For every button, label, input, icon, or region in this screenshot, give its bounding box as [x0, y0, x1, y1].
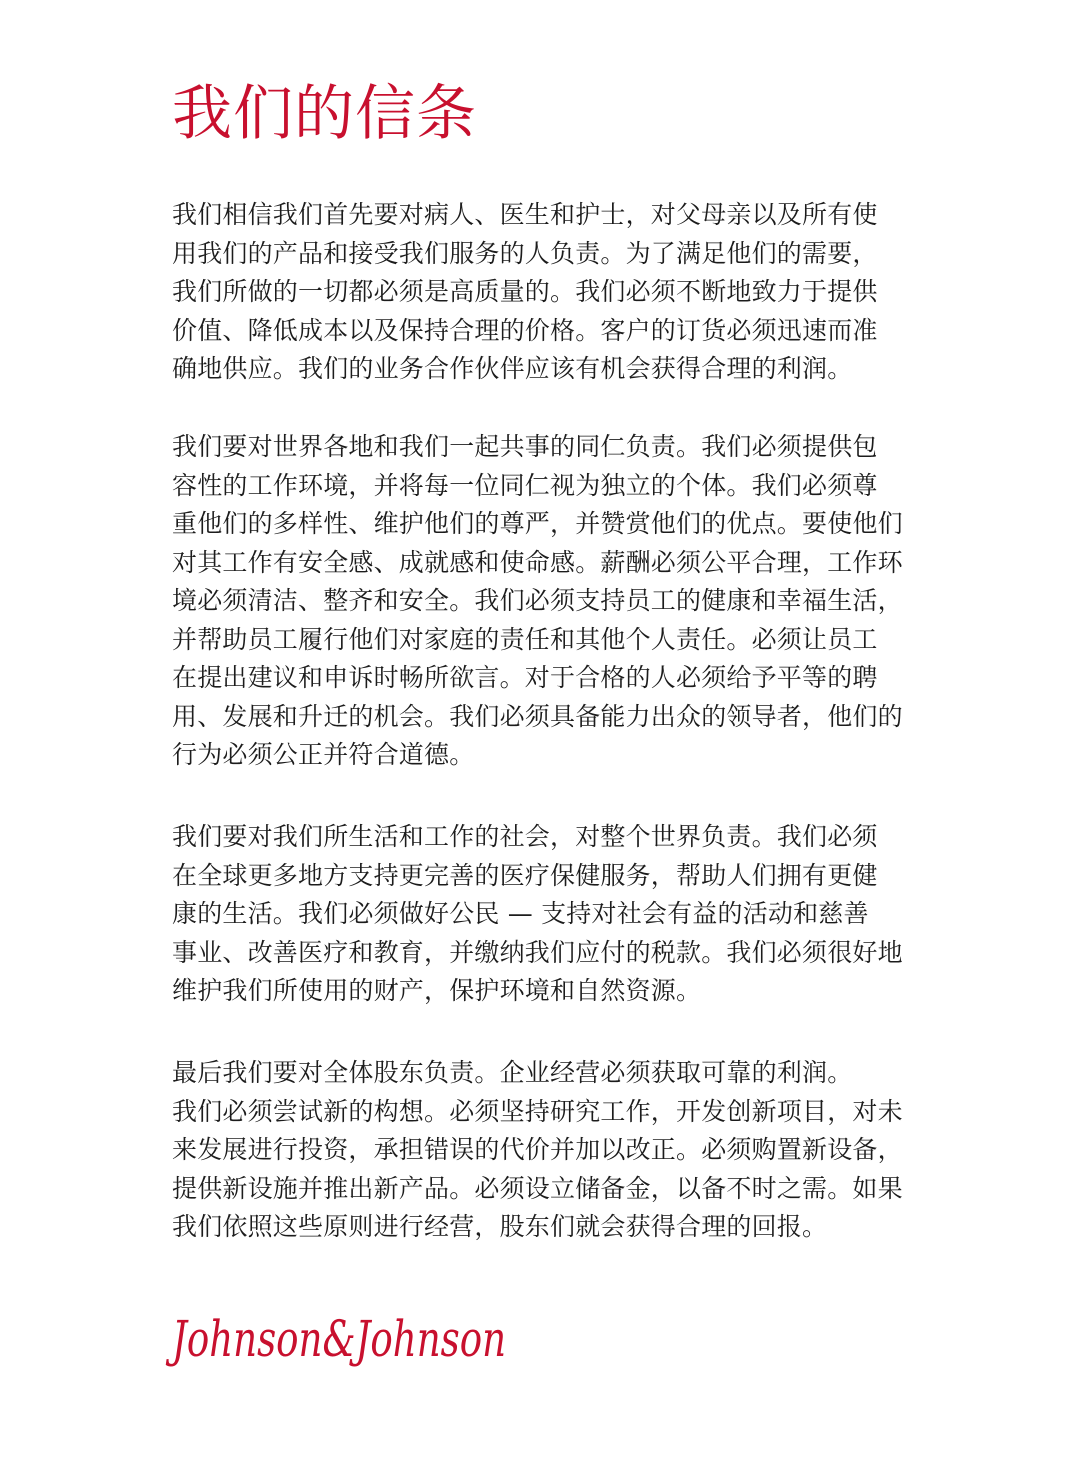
paragraph-line: 我们要对我们所生活和工作的社会，对整个世界负责。我们必须	[172, 822, 878, 851]
paragraph-line: 提供新设施并推出新产品。必须设立储备金，以备不时之需。如果	[172, 1173, 903, 1203]
paragraph-line: 境必须清洁、整齐和安全。我们必须支持员工的健康和幸福生活，	[172, 586, 903, 615]
paragraph-employees	[172, 428, 932, 775]
paragraph-line: 用、发展和升迁的机会。我们必须具备能力出众的领导者，他们的	[172, 701, 903, 731]
paragraph-communities	[172, 818, 932, 1011]
paragraph-stockholders	[172, 1054, 932, 1247]
paragraph-line: 价值、降低成本以及保持合理的价格。客户的订货必须迅速而准	[172, 315, 878, 345]
paragraph-line: 对其工作有安全感、成就感和使命感。薪酬必须公平合理，工作环	[172, 547, 903, 577]
paragraph-customers	[172, 196, 932, 389]
paragraph-line: 并帮助员工履行他们对家庭的责任和其他个人责任。必须让员工	[172, 624, 878, 654]
paragraph-line: 重他们的多样性、维护他们的尊严，并赞赏他们的优点。要使他们	[172, 509, 903, 538]
paragraph-line: 康的生活。我们必须做好公民 — 支持对社会有益的活动和慈善	[172, 899, 869, 928]
paragraph-line: 容性的工作环境，并将每一位同仁视为独立的个体。我们必须尊	[172, 470, 878, 500]
paragraph-line: 在提出建议和申诉时畅所欲言。对于合格的人必须给予平等的聘	[172, 663, 878, 692]
paragraph-line: 确地供应。我们的业务合作伙伴应该有机会获得合理的利润。	[172, 354, 853, 383]
paragraph-line: 我们必须尝试新的构想。必须坚持研究工作，开发创新项目，对未	[172, 1096, 903, 1126]
johnson-and-johnson-logo	[165, 1300, 513, 1382]
paragraph-line: 我们要对世界各地和我们一起共事的同仁负责。我们必须提供包	[172, 432, 878, 461]
logo-text: Johnson&Johnson	[165, 1310, 506, 1368]
paragraph-line: 我们依照这些原则进行经营，股东们就会获得合理的回报。	[172, 1212, 828, 1241]
paragraph-line: 行为必须公正并符合道德。	[172, 740, 475, 769]
paragraph-line: 在全球更多地方支持更完善的医疗保健服务，帮助人们拥有更健	[172, 860, 878, 890]
paragraph-line: 我们相信我们首先要对病人、医生和护士，对父母亲以及所有使	[172, 200, 878, 229]
paragraph-line: 用我们的产品和接受我们服务的人负责。为了满足他们的需要，	[172, 238, 878, 268]
paragraph-line: 我们所做的一切都必须是高质量的。我们必须不断地致力于提供	[172, 277, 878, 306]
page-title: 我们的信条	[172, 79, 477, 149]
paragraph-line: 事业、改善医疗和教育，并缴纳我们应付的税款。我们必须很好地	[172, 937, 903, 967]
paragraph-line: 来发展进行投资，承担错误的代价并加以改正。必须购置新设备，	[172, 1135, 903, 1164]
paragraph-line: 维护我们所使用的财产，保护环境和自然资源。	[172, 976, 702, 1005]
paragraph-line: 最后我们要对全体股东负责。企业经营必须获取可靠的利润。	[172, 1058, 853, 1087]
